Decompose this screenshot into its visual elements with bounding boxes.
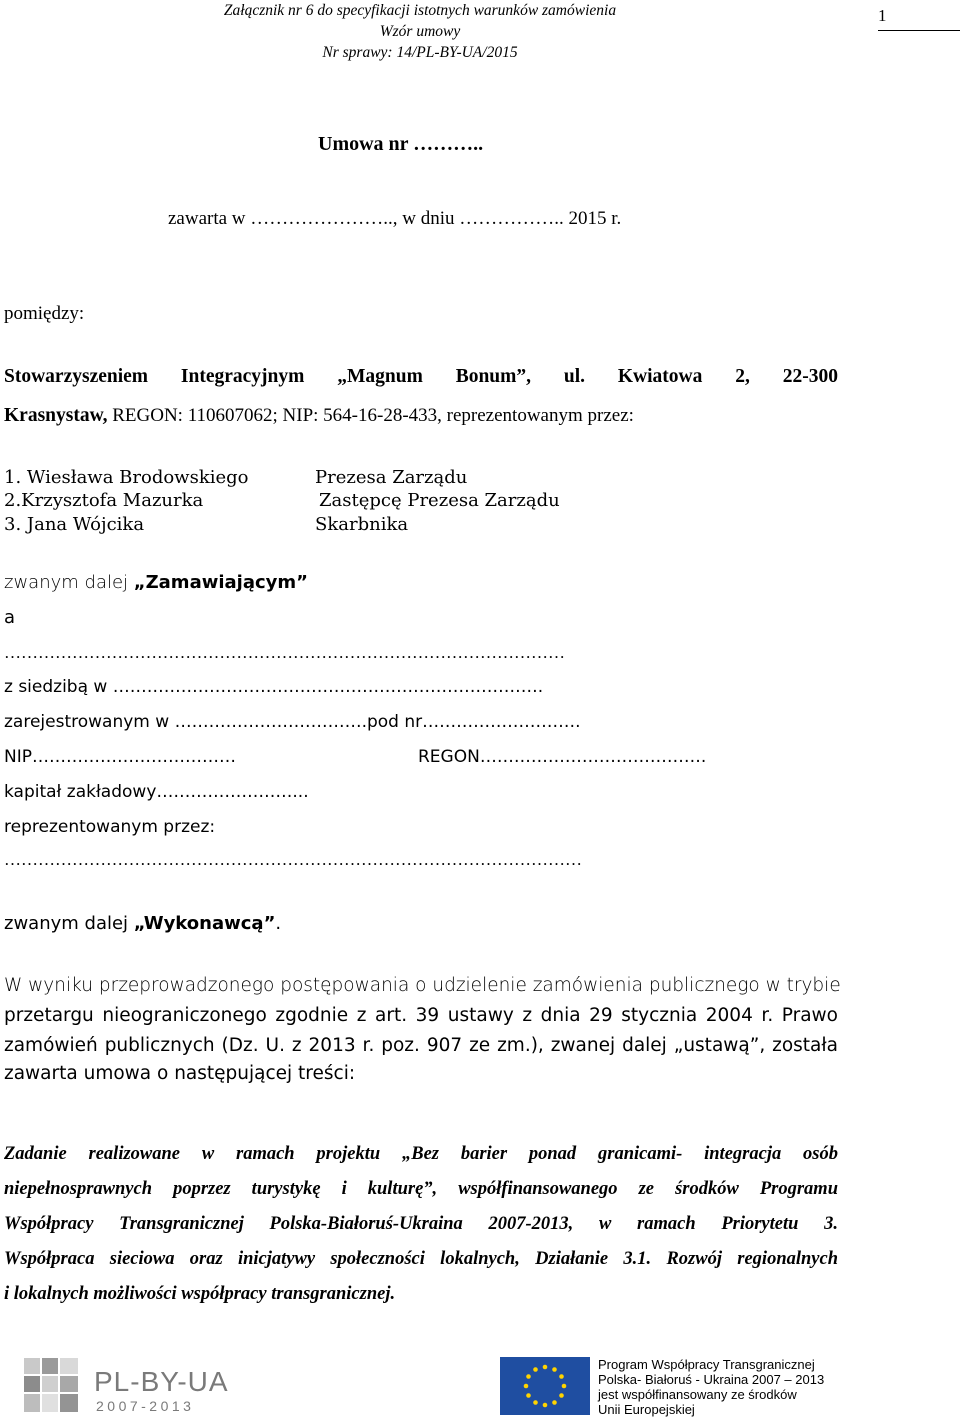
pl-by-ua-logo-icon [22,1356,80,1414]
party1-word: Bonum”, [455,366,532,387]
program-text-line-4: Unii Europejskiej [598,1402,695,1417]
party1-city: Krasnystaw, [4,405,108,426]
nip-line: NIP……………………………… [4,747,236,767]
paragraph-line-1: W wyniku przeprowadzonego postępowania o udzielenie zamówienia publicznego w trybie [4,975,841,996]
header-template-line: Wzór umowy [379,23,461,40]
rep-role-1: Prezesa Zarządu [315,467,468,488]
logo-years-text: 2007-2013 [96,1398,195,1414]
party1-line2 [4,405,634,427]
party1-word: Kwiatowa [617,366,703,387]
header-case-number: Nr sprawy: 14/PL-BY-UA/2015 [322,44,518,61]
registered-line: zarejestrowanym w …………………………….pod nr………………………. [4,712,581,732]
eu-flag-icon [500,1357,590,1415]
paragraph-line-2: przetargu nieograniczonego zgodnie z art. 39 ustawy z dnia 29 stycznia 2004 r. Prawo [4,1005,838,1026]
party1-word: ul. [563,366,586,387]
rep-name-2: 2.Krzysztofa Mazurka [4,490,204,511]
project-line-1: Zadanie realizowane w ramach projektu „Bez barier ponad granicami- integracja osób [4,1144,838,1164]
contractor-name: „Wykonawcą” [133,913,276,934]
concluded-line: zawarta w ………………….., w dniu …………….. 2015 r. [168,208,622,229]
rep-name-3: 3. Jana Wójcika [4,514,145,535]
called-prefix: zwanym dalej [4,913,134,934]
party1-word: 22-300 [782,366,838,387]
blank-line-representatives: ………………………………………………………………………………………… [4,850,582,869]
project-line-5: i lokalnych możliwości współpracy transgranicznej. [4,1284,396,1304]
blank-line-contractor-name: ……………………………………………………………………………………… [4,643,565,662]
party1-word: „Magnum [337,366,423,387]
page-number-rule [878,30,960,31]
called-ordering-line [4,572,308,593]
program-text-line-3: jest współfinansowany ze środków [598,1387,797,1402]
program-text-line-2: Polska- Białoruś - Ukraina 2007 – 2013 [598,1372,825,1387]
program-text-line-1: Program Współpracy Transgranicznej [598,1357,815,1372]
rep-role-3: Skarbnika [315,514,409,535]
logo-main-text: PL-BY-UA [94,1366,229,1397]
header-attachment-line: Załącznik nr 6 do specyfikacji istotnych warunków zamówienia [223,2,617,19]
paragraph-line-4: zawarta umowa o następującej treści: [4,1063,356,1084]
page-number: 1 [878,6,887,25]
project-line-3: Współpracy Transgranicznej Polska-Białoruś-Ukraina 2007-2013, w ramach Priorytetu 3. [4,1214,838,1234]
party1-word: Integracyjnym [180,366,305,387]
project-line-2: niepełnosprawnych poprzez turystykę i kulturę”, współfinansowanego ze środków Programu [4,1179,838,1199]
called-prefix: zwanym dalej [4,572,134,593]
called-contractor-line [4,913,281,934]
seat-line: z siedzibą w …………………………………………………………………. [4,677,544,697]
paragraph-line-3: zamówień publicznych (Dz. U. z 2013 r. poz. 907 ze zm.), zwanej dalej „ustawą”, została [4,1035,838,1056]
rep-role-2: Zastępcę Prezesa Zarządu [319,490,560,511]
party1-word: 2, [735,366,750,387]
represented-label: reprezentowanym przez: [4,817,216,837]
contract-title: Umowa nr ……….. [318,133,484,155]
project-line-4: Współpraca sieciowa oraz inicjatywy społeczności lokalnych, Działanie 3.1. Rozwój regionalnych [4,1249,838,1269]
regon-line: REGON…………………………………. [418,747,707,767]
capital-line: kapitał zakładowy……………………... [4,782,309,802]
party1-word: Stowarzyszeniem [4,366,149,387]
between-label: pomiędzy: [4,303,85,324]
party1-line1 [4,366,838,388]
party1-registry: REGON: 110607062; NIP: 564-16-28-433, reprezentowanym przez: [107,405,634,426]
rep-name-1: 1. Wiesława Brodowskiego [4,467,249,488]
ordering-party-name: „Zamawiającym” [133,572,308,593]
called-suffix: . [275,913,282,934]
and-label: a [4,607,16,628]
